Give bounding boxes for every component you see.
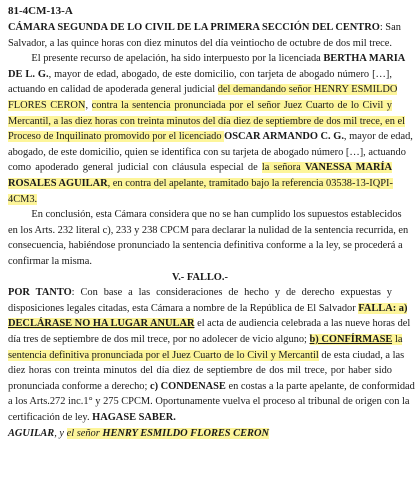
text-segment: POR TANTO xyxy=(8,287,72,299)
text-segment: el acta de audiencia celebrada a las nueve horas del xyxy=(194,318,411,330)
highlighted-text: HENRY ESMILDO FLORES CERON xyxy=(102,427,269,439)
text-line xyxy=(8,395,410,409)
highlighted-text: ROSALES AGUILAR xyxy=(8,178,108,189)
text-segment: , mayor de edad, xyxy=(343,131,413,143)
highlighted-text: diez horas con treinta minutos del día diez de septiembre de dos mil trece, en el xyxy=(74,115,406,127)
text-line xyxy=(8,115,406,129)
text-line xyxy=(8,364,392,378)
highlighted-text: del demandando señor HENRY ESMILDO xyxy=(217,84,398,96)
text-segment: de esta ciudad, a las xyxy=(318,349,405,361)
text-line xyxy=(8,177,392,191)
text-segment: disposiciones legales citadas, esta Cámara a nombre de la República de El Salvador xyxy=(8,302,359,314)
highlighted-text: Proceso de Inquilinato promovido por el licenciado xyxy=(8,131,225,143)
highlighted-text: la señora xyxy=(261,162,305,174)
text-segment: OSCAR ARMANDO C. G. xyxy=(224,131,344,143)
highlighted-text: 4CM3. xyxy=(8,193,38,205)
text-line xyxy=(8,193,392,207)
text-line xyxy=(8,161,392,175)
text-segment: : San xyxy=(379,22,401,33)
highlighted-text: tramitado bajo la referencia 03538-13-IQPI- xyxy=(208,178,393,189)
text-line xyxy=(8,380,415,394)
text-segment: , mayor de edad, abogado, de este domicilio, con tarjeta de abogado número […], xyxy=(48,68,392,80)
text-segment: abogado, de este domicilio, quien se identifica con su tarjeta de abogado número […], actuando xyxy=(8,146,406,158)
text-line xyxy=(8,99,392,113)
text-line xyxy=(8,333,403,347)
highlighted-text: Mercantil, a las xyxy=(8,115,75,127)
text-segment: En conclusión, esta Cámara considera que no se han cumplido los supuestos establecidos xyxy=(8,209,402,221)
text-segment: a los Arts.272 inc.1° y 275 CPCM. Oportunamente vuelva el proceso al tribunal de origen con la xyxy=(8,396,410,408)
text-segment: V.- FALLO.- xyxy=(172,271,228,283)
text-segment: diez horas con treinta minutos del día diez de septiembre de dos mil trece, por haber sido xyxy=(8,365,392,377)
text-line xyxy=(8,37,392,51)
text-segment: consecuencia, habiéndose pronunciado la sentencia definitiva conforme a la ley, se procederá a xyxy=(8,240,403,252)
highlighted-text: DECLÁRASE NO HA LUGAR ANULAR xyxy=(8,318,195,330)
text-segment: confirmar la misma. xyxy=(8,256,92,267)
highlighted-text: VANESSA MARÍA xyxy=(304,162,392,174)
text-segment: certificación de ley. xyxy=(8,412,93,423)
text-segment: como apoderado general judicial con cláusula especial de xyxy=(8,162,262,174)
text-line xyxy=(8,239,403,253)
text-line xyxy=(8,68,392,82)
text-line xyxy=(8,349,405,363)
text-line xyxy=(8,83,398,97)
case-reference: 81-4CM-13-A xyxy=(8,5,73,17)
text-line xyxy=(8,302,408,316)
text-segment: c) CONDENASE xyxy=(149,380,226,392)
text-line xyxy=(8,52,406,66)
text-line xyxy=(8,146,406,160)
text-segment: en los Arts. 232 literal c), 233 y 238 CPCM para declarar la nulidad de la sentencia recurrida, en xyxy=(8,224,409,236)
highlighted-text: FLORES CERON xyxy=(8,100,86,111)
text-line xyxy=(8,21,401,35)
text-segment: pronunciada conforme a derecho; xyxy=(8,380,150,392)
text-segment: AGUILAR xyxy=(8,427,55,439)
text-line xyxy=(8,224,409,238)
text-segment: BERTHA MARIA xyxy=(323,53,406,65)
highlighted-text: la xyxy=(392,334,403,345)
text-segment: actuando en calidad de apoderada general judicial xyxy=(8,84,218,96)
highlighted-text: b) CONFÍRMASE xyxy=(309,334,393,345)
highlighted-text: FALLA: a) xyxy=(358,302,408,314)
text-segment: Salvador, a las quince horas con diez minutos del día veintiocho de octubre de dos mil trece. xyxy=(8,37,392,49)
text-segment: HAGASE SABER. xyxy=(92,412,176,423)
text-segment: , xyxy=(85,100,92,111)
text-line xyxy=(8,286,392,300)
text-segment: día tres de septiembre de dos mil trece, por no adolecer de vicio alguno; xyxy=(8,334,310,345)
text-segment: DE L. G. xyxy=(8,68,49,80)
text-segment: CÁMARA SEGUNDA DE LO CIVIL DE LA PRIMERA SECCIÓN DEL CENTRO xyxy=(8,22,380,33)
text-segment: en costas a la parte apelante, de conformidad xyxy=(225,380,415,392)
text-line xyxy=(8,271,392,285)
text-segment: , y xyxy=(54,427,67,439)
text-line xyxy=(8,255,392,269)
text-line xyxy=(8,427,392,441)
highlighted-text: contra la sentencia pronunciada por el señor Juez Cuarto de lo Civil y xyxy=(91,100,392,111)
text-line xyxy=(8,317,411,331)
highlighted-text: , en contra del apelante, xyxy=(107,178,209,189)
text-line xyxy=(8,411,392,425)
text-segment: : Con base a las consideraciones de hecho y de derecho expuestas y xyxy=(71,287,392,299)
text-line xyxy=(8,208,402,222)
text-line xyxy=(8,130,413,144)
highlighted-text: el señor xyxy=(66,427,103,439)
text-segment: El presente recurso de apelación, ha sido interpuesto por la licenciada xyxy=(8,53,324,65)
highlighted-text: sentencia definitiva pronunciada por el Juez Cuarto de lo Civil y Mercantil xyxy=(8,349,319,361)
